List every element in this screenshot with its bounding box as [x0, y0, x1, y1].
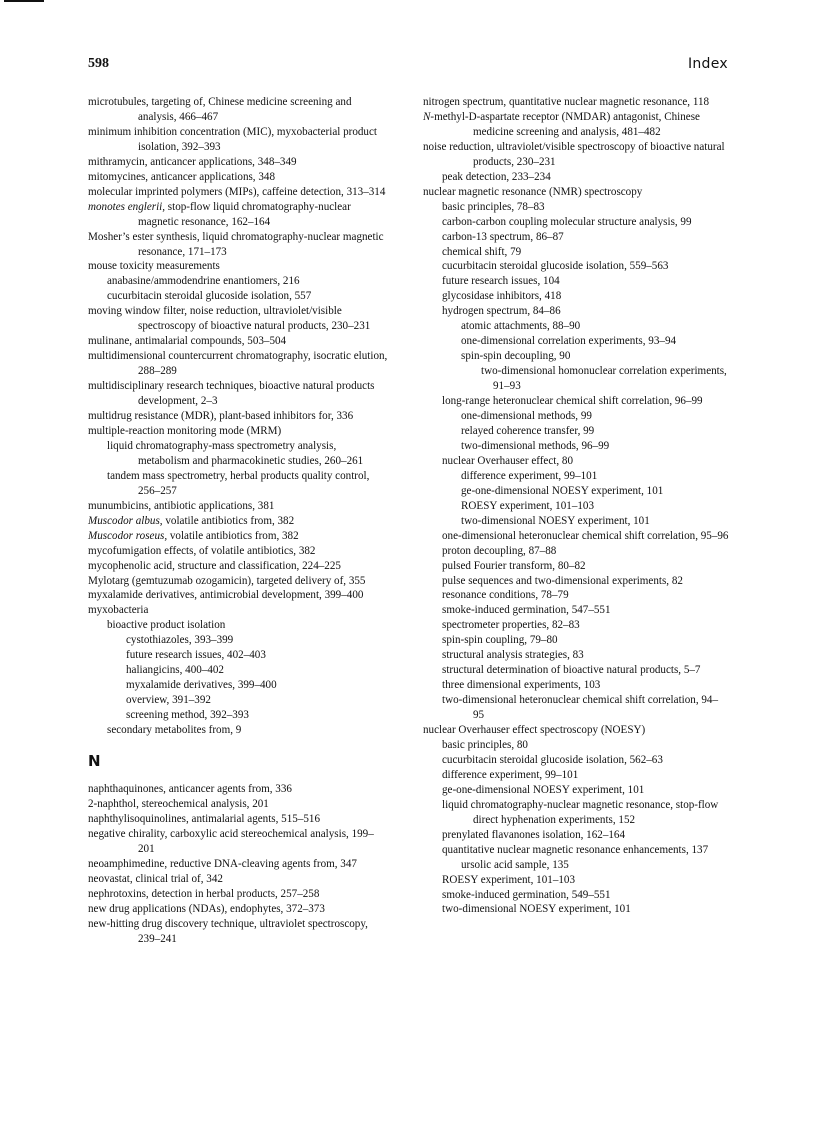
index-entry: [88, 782, 388, 797]
index-subentry: [423, 559, 729, 574]
index-subentry: [423, 768, 729, 783]
index-entry-text: one-dimensional correlation experiments, 93–94: [461, 335, 677, 348]
index-subentry: [423, 783, 729, 798]
index-entry: [88, 917, 388, 947]
index-subentry: [423, 514, 729, 529]
index-entry-text: moving window filter, noise reduction, ultraviolet/visible spectroscopy of bioactive natural products, 230–231: [88, 305, 371, 333]
index-entry: [88, 574, 388, 589]
index-entry-text: difference experiment, 99–101: [442, 768, 579, 781]
index-subentry: [423, 484, 729, 499]
index-entry: [88, 424, 388, 439]
index-entry: [88, 544, 388, 559]
index-column-right: [423, 95, 729, 917]
index-entry-text: pulse sequences and two-dimensional experiments, 82: [442, 574, 683, 587]
index-entry: [88, 902, 388, 917]
index-subentry: [423, 663, 729, 678]
index-entry-text: minimum inhibition concentration (MIC), myxobacterial product isolation, 392–393: [88, 125, 377, 153]
index-entry: [88, 857, 388, 872]
index-entry-text: ge-one-dimensional NOESY experiment, 101: [461, 484, 664, 497]
index-subentry: [423, 529, 729, 544]
index-entry-text: cucurbitacin steroidal glucoside isolation, 559–563: [442, 260, 669, 273]
index-entry-text: nitrogen spectrum, quantitative nuclear magnetic resonance, 118: [423, 96, 710, 108]
index-subentry: [423, 349, 729, 364]
section-letter-n: N: [88, 751, 101, 770]
index-subentry: [423, 245, 729, 260]
index-entry-text: future research issues, 104: [442, 275, 560, 288]
index-entry: [88, 155, 388, 170]
index-subentry: [423, 259, 729, 274]
index-entry-text: three dimensional experiments, 103: [442, 679, 601, 692]
index-entry-text: two-dimensional methods, 96–99: [461, 439, 610, 452]
index-entry-text: basic principles, 78–83: [442, 200, 545, 213]
index-entry-text: Mylotarg (gemtuzumab ozogamicin), targeted delivery of, 355: [88, 574, 366, 587]
index-entry-text: multidrug resistance (MDR), plant-based inhibitors for, 336: [88, 410, 354, 423]
index-entries-n-continued: [423, 95, 729, 917]
index-entry-text: ge-one-dimensional NOESY experiment, 101: [442, 783, 645, 796]
index-entry-text: microtubules, targeting of, Chinese medicine screening and analysis, 466–467: [88, 96, 352, 123]
page-number: 598: [88, 56, 109, 71]
index-entry: [88, 529, 388, 544]
index-entry: [423, 723, 729, 738]
index-entry: [88, 95, 388, 125]
index-subentry: [423, 828, 729, 843]
index-entries-m: [88, 95, 388, 738]
index-entry-text: structural analysis strategies, 83: [442, 649, 584, 662]
index-entry-text: secondary metabolites from, 9: [107, 724, 242, 737]
index-entry: [88, 872, 388, 887]
index-entry-text: mulinane, antimalarial compounds, 503–504: [88, 335, 287, 348]
index-subentry: [423, 499, 729, 514]
index-entry-text: mycophenolic acid, structure and classification, 224–225: [88, 559, 341, 572]
index-entry-text: bioactive product isolation: [107, 619, 226, 632]
index-entry-text: 2-naphthol, stereochemical analysis, 201: [88, 797, 269, 810]
index-subentry: [423, 574, 729, 589]
index-subentry: [423, 588, 729, 603]
index-subentry: [423, 439, 729, 454]
index-entry-text: munumbicins, antibiotic applications, 381: [88, 499, 275, 512]
index-entry-italic-term: monotes englerii,: [88, 200, 166, 213]
index-entry-text: quantitative nuclear magnetic resonance enhancements, 137: [442, 843, 709, 856]
index-subentry: [88, 693, 388, 708]
index-subentry: [88, 678, 388, 693]
index-entry-text: neoamphimedine, reductive DNA-cleaving agents from, 347: [88, 857, 357, 870]
index-entry: [88, 125, 388, 155]
corner-rule: [4, 0, 44, 2]
index-entry-text: hydrogen spectrum, 84–86: [442, 305, 561, 318]
index-entry-text: multidisciplinary research techniques, bioactive natural products development, 2–3: [88, 380, 375, 408]
index-subentry: [423, 469, 729, 484]
index-entry-text: ursolic acid sample, 135: [461, 858, 569, 871]
index-entry-text: noise reduction, ultraviolet/visible spectroscopy of bioactive natural products, 230–231: [423, 140, 725, 168]
index-entries-n: [88, 782, 388, 946]
index-subentry: [423, 170, 729, 185]
index-subentry: [423, 678, 729, 693]
index-entry-text: mycofumigation effects, of volatile antibiotics, 382: [88, 544, 316, 557]
index-entry-text: glycosidase inhibitors, 418: [442, 290, 562, 303]
index-subentry: [88, 633, 388, 648]
index-entry-text: -methyl-D-aspartate receptor (NMDAR) antagonist, Chinese medicine screening and analysis, 481–482: [430, 110, 700, 138]
index-subentry: [423, 394, 729, 409]
index-entry: [88, 559, 388, 574]
index-subentry: [88, 289, 388, 304]
index-subentry: [423, 544, 729, 559]
index-entry: [423, 185, 729, 200]
index-subentry: [423, 738, 729, 753]
index-entry: [88, 200, 388, 230]
index-subentry: [423, 304, 729, 319]
index-subentry: [88, 723, 388, 738]
index-entry: [88, 170, 388, 185]
index-entry: [88, 230, 388, 260]
index-entry-text: basic principles, 80: [442, 738, 528, 751]
index-entry-text: carbon-13 spectrum, 86–87: [442, 230, 564, 243]
index-entry-text: stop-flow liquid chromatography-nuclear magnetic resonance, 162–164: [138, 200, 351, 228]
index-entry: [88, 514, 388, 529]
index-entry-text: spectrometer properties, 82–83: [442, 619, 580, 632]
index-entry-text: future research issues, 402–403: [126, 649, 266, 662]
index-column-left: [88, 95, 388, 946]
index-entry-italic-term: N: [423, 110, 431, 123]
index-entry-text: smoke-induced germination, 549–551: [442, 888, 611, 901]
index-subentry: [423, 603, 729, 618]
index-subentry: [423, 409, 729, 424]
index-entry: [423, 95, 729, 110]
index-entry-text: neovastat, clinical trial of, 342: [88, 872, 223, 885]
index-entry-text: molecular imprinted polymers (MIPs), caffeine detection, 313–314: [88, 185, 386, 198]
index-entry: [88, 827, 388, 857]
index-entry-text: two-dimensional heteronuclear chemical shift correlation, 94–95: [442, 694, 719, 722]
index-entry-text: relayed coherence transfer, 99: [461, 424, 595, 437]
index-subentry: [423, 334, 729, 349]
index-entry-text: one-dimensional methods, 99: [461, 410, 592, 423]
index-entry-text: resonance conditions, 78–79: [442, 589, 569, 602]
index-entry-text: spin-spin decoupling, 90: [461, 350, 571, 363]
index-entry: [88, 409, 388, 424]
index-subentry: [423, 873, 729, 888]
index-entry-text: screening method, 392–393: [126, 709, 249, 722]
index-entry-text: ROESY experiment, 101–103: [442, 873, 576, 886]
index-entry: [88, 349, 388, 379]
index-subentry: [423, 230, 729, 245]
index-entry-text: proton decoupling, 87–88: [442, 544, 557, 557]
index-entry: [88, 304, 388, 334]
index-entry-text: mithramycin, anticancer applications, 348–349: [88, 155, 297, 168]
index-subentry: [423, 424, 729, 439]
running-title: Index: [687, 56, 728, 72]
index-entry-text: spin-spin coupling, 79–80: [442, 634, 558, 647]
index-subentry: [423, 648, 729, 663]
index-entry-text: Mosher’s ester synthesis, liquid chromatography-nuclear magnetic resonance, 171–173: [88, 230, 384, 258]
index-entry-text: anabasine/ammodendrine enantiomers, 216: [107, 275, 300, 288]
index-entry: [88, 185, 388, 200]
index-entry: [88, 379, 388, 409]
index-entry: [88, 334, 388, 349]
index-entry-text: nephrotoxins, detection in herbal products, 257–258: [88, 887, 320, 900]
index-subentry: [88, 274, 388, 289]
index-entry-text: multidimensional countercurrent chromatography, isocratic elution, 288–289: [88, 350, 388, 378]
index-entry-text: pulsed Fourier transform, 80–82: [442, 559, 586, 572]
index-entry: [88, 887, 388, 902]
index-entry-text: new-hitting drug discovery technique, ultraviolet spectroscopy, 239–241: [88, 917, 368, 945]
index-entry: [88, 797, 388, 812]
index-entry-text: carbon-carbon coupling molecular structure analysis, 99: [442, 215, 692, 228]
index-entry-text: long-range heteronuclear chemical shift correlation, 96–99: [442, 395, 703, 408]
index-subentry: [423, 858, 729, 873]
index-entry-text: myxalamide derivatives, antimicrobial development, 399–400: [88, 589, 364, 602]
index-subentry: [423, 618, 729, 633]
index-entry-text: two-dimensional NOESY experiment, 101: [461, 514, 650, 527]
index-subentry: [423, 289, 729, 304]
index-entry-text: ROESY experiment, 101–103: [461, 499, 595, 512]
index-entry-text: chemical shift, 79: [442, 245, 522, 258]
index-entry-text: negative chirality, carboxylic acid stereochemical analysis, 199–201: [88, 827, 374, 855]
index-subentry: [423, 200, 729, 215]
index-subentry: [88, 618, 388, 633]
index-entry-text: prenylated flavanones isolation, 162–164: [442, 828, 626, 841]
index-subentry: [88, 439, 388, 469]
index-subentry: [423, 319, 729, 334]
index-subentry: [88, 469, 388, 499]
index-entry: [423, 110, 729, 140]
index-entry-text: myxalamide derivatives, 399–400: [126, 679, 277, 692]
index-subentry: [423, 364, 729, 394]
index-entry-text: new drug applications (NDAs), endophytes, 372–373: [88, 902, 325, 915]
index-entry-text: cucurbitacin steroidal glucoside isolation, 557: [107, 290, 312, 303]
index-entry-text: difference experiment, 99–101: [461, 469, 598, 482]
index-subentry: [423, 843, 729, 858]
index-entry-text: peak detection, 233–234: [442, 170, 551, 183]
index-entry-text: cystothiazoles, 393–399: [126, 634, 234, 647]
page-header: [88, 56, 728, 76]
index-entry-italic-term: Muscodor albus,: [88, 514, 163, 527]
index-subentry: [88, 648, 388, 663]
index-entry-text: myxobacteria: [88, 604, 149, 617]
index-entry-text: naphthaquinones, anticancer agents from, 336: [88, 782, 292, 795]
index-entry-text: volatile antibiotics from, 382: [167, 529, 299, 542]
index-entry-text: structural determination of bioactive natural products, 5–7: [442, 664, 701, 677]
index-entry-text: cucurbitacin steroidal glucoside isolation, 562–63: [442, 753, 663, 766]
index-subentry: [423, 274, 729, 289]
index-entry: [423, 140, 729, 170]
index-subentry: [423, 454, 729, 469]
index-subentry: [88, 663, 388, 678]
index-subentry: [423, 633, 729, 648]
index-entry: [88, 259, 388, 274]
index-entry-text: atomic attachments, 88–90: [461, 320, 581, 333]
index-entry-text: volatile antibiotics from, 382: [162, 514, 295, 527]
index-subentry: [423, 888, 729, 903]
index-entry: [88, 603, 388, 618]
index-entry-text: mitomycines, anticancer applications, 348: [88, 170, 275, 183]
index-entry-text: haliangicins, 400–402: [126, 664, 224, 677]
index-entry: [88, 812, 388, 827]
index-subentry: [423, 753, 729, 768]
index-entry-text: one-dimensional heteronuclear chemical shift correlation, 95–96: [442, 529, 729, 542]
index-entry-text: liquid chromatography-nuclear magnetic resonance, stop-flow direct hyphenation experiments, 152: [442, 798, 719, 826]
index-entry-text: two-dimensional homonuclear correlation experiments, 91–93: [481, 365, 727, 393]
index-entry-text: nuclear Overhauser effect, 80: [442, 454, 574, 467]
index-entry-text: mouse toxicity measurements: [88, 260, 220, 273]
index-subentry: [423, 215, 729, 230]
index-subentry: [423, 902, 729, 917]
index-subentry: [88, 708, 388, 723]
index-entry-text: overview, 391–392: [126, 694, 211, 707]
index-subentry: [423, 798, 729, 828]
index-entry-text: multiple-reaction monitoring mode (MRM): [88, 424, 282, 437]
index-entry: [88, 499, 388, 514]
index-entry-text: two-dimensional NOESY experiment, 101: [442, 903, 631, 916]
index-entry-italic-term: Muscodor roseus,: [88, 529, 168, 542]
index-entry-text: liquid chromatography-mass spectrometry analysis, metabolism and pharmacokinetic studies, 260–261: [107, 439, 364, 467]
index-entry-text: smoke-induced germination, 547–551: [442, 604, 611, 617]
index-subentry: [423, 693, 729, 723]
index-entry-text: nuclear magnetic resonance (NMR) spectroscopy: [423, 185, 643, 198]
index-entry-text: naphthylisoquinolines, antimalarial agents, 515–516: [88, 812, 321, 825]
index-entry: [88, 588, 388, 603]
index-entry-text: tandem mass spectrometry, herbal products quality control, 256–257: [107, 469, 370, 497]
index-entry-text: nuclear Overhauser effect spectroscopy (NOESY): [423, 724, 646, 737]
